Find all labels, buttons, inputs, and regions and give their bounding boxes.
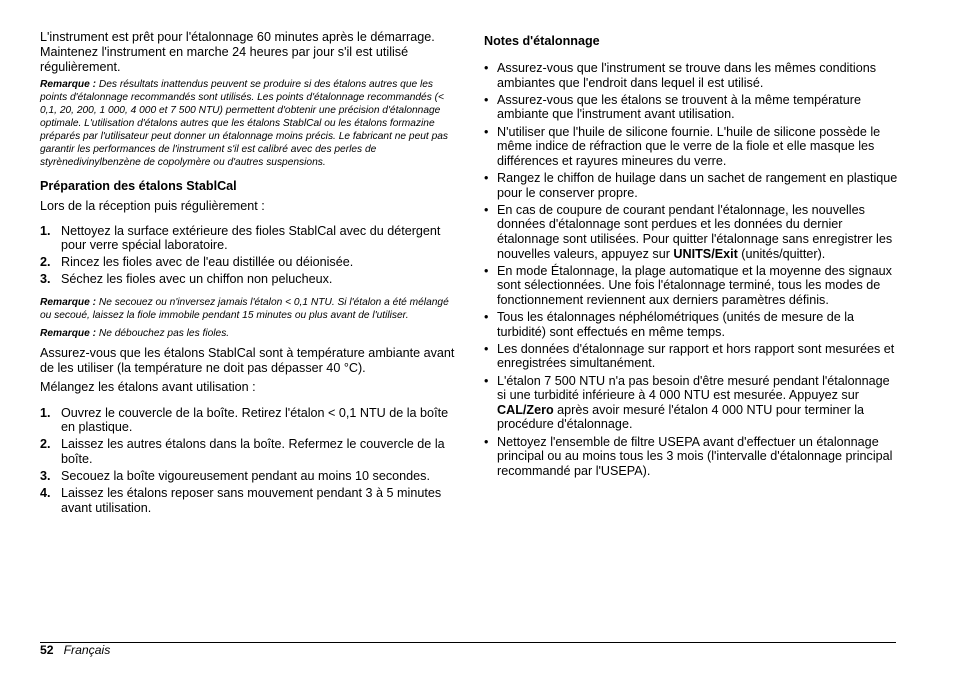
note-do-not-uncap xyxy=(40,328,455,341)
step-number: 4. xyxy=(40,485,51,500)
step-number: 1. xyxy=(40,223,51,238)
list-item xyxy=(484,171,899,200)
step-text: Rincez les fioles avec de l'eau distillée ou déionisée. xyxy=(61,255,354,270)
note-label: Remarque : xyxy=(40,296,97,308)
bullet: • xyxy=(484,341,489,356)
step-number: 2. xyxy=(40,255,51,270)
bullet-text: N'utiliser que l'huile de silicone fournie. L'huile de silicone possède le même indice de réfraction que le verre de la fiole et elle masque les différences et rayures mineures du verre. xyxy=(497,124,881,168)
step-text: Ouvrez le couvercle de la boîte. Retirez l'étalon < 0,1 NTU de la boîte en plastique. xyxy=(61,405,449,435)
list-item xyxy=(484,125,899,169)
list-item xyxy=(484,264,899,308)
bullet: • xyxy=(484,61,489,75)
bullet-text: Les données d'étalonnage sur rapport et hors rapport sont mesurées et enregistrées simultanément. xyxy=(497,341,895,371)
list-item xyxy=(40,486,455,515)
temperature-paragraph: Assurez-vous que les étalons StablCal sont à température ambiante avant de les utiliser (la température ne doit pas dépasser 40 °C). xyxy=(40,346,455,376)
list-item xyxy=(484,342,899,371)
bullet-text: Assurez-vous que l'instrument se trouve dans les mêmes conditions ambiantes que l'endroit dans lequel il est utilisé. xyxy=(497,61,876,90)
list-item xyxy=(40,224,455,253)
bullet: • xyxy=(484,373,489,388)
bullet-text: Nettoyez l'ensemble de filtre USEPA avant d'effectuer un étalonnage principal ou au moins tous les 3 mois (l'intervalle d'étalonnage principal recommandé par l'USEPA). xyxy=(497,434,893,478)
bullet-text: En cas de coupure de courant pendant l'étalonnage, les nouvelles données d'étalonnage sont perdues et les données du dernier étalonnage sont utilisées. Pour quitter l'étalonnage sans enregistrer les nouvelles valeurs, appuyez sur xyxy=(497,202,893,261)
step-text: Laissez les autres étalons dans la boîte. Refermez le couvercle de la boîte. xyxy=(61,437,445,466)
bullet: • xyxy=(484,202,489,217)
note-unexpected-results xyxy=(40,79,455,169)
bullet: • xyxy=(484,434,489,449)
footer-language: Français xyxy=(63,643,111,657)
list-item xyxy=(484,435,899,479)
bullet: • xyxy=(484,263,489,278)
bullet-text: Rangez le chiffon de huilage dans un sachet de rangement en plastique pour le conserver propre. xyxy=(497,170,898,200)
cleaning-steps-list xyxy=(40,224,455,287)
step-number: 3. xyxy=(40,468,51,483)
list-item xyxy=(40,406,455,435)
list-item xyxy=(40,469,455,484)
bullet-text: En mode Étalonnage, la plage automatique et la moyenne des signaux sont sélectionnées. Une fois l'étalonnage terminé, tous les modes de fonctionnement reviennent aux derniers paramètres définis. xyxy=(497,263,892,307)
lead-text-reception: Lors de la réception puis régulièrement : xyxy=(40,198,265,213)
step-number: 2. xyxy=(40,437,51,452)
intro-paragraph: L'instrument est prêt pour l'étalonnage 60 minutes après le démarrage. Maintenez l'instrument en marche 24 heures par jour s'il est utilisé régulièrement. xyxy=(40,30,435,74)
section-heading-preparation: Préparation des étalons StablCal xyxy=(40,178,237,193)
note-text: Des résultats inattendus peuvent se produire si des étalons autres que les points d'étalonnage recommandés sont utilisés. Les points d'étalonnage recommandés (< 0,1, 20, 200, 1 000, 4 000 et 7 500 NTU) permettent d'obtenir une précision d'étalonnage optimale. L'utilisation d'étalons autres que les étalons StablCal ou les étalons formazine préparés par l'utilisateur peut donner un étalonnage moins précis. Le fabricant ne peut pas garantir les performances de l'instrument s'il est calibré avec des perles de styrènedivinylbenzène de copolymère ou d'autres suspensions. xyxy=(40,79,449,168)
key-name-cal-zero: CAL/Zero xyxy=(497,402,554,417)
list-item xyxy=(484,374,899,432)
step-number: 3. xyxy=(40,272,51,287)
bullet: • xyxy=(484,310,489,325)
step-text: Séchez les fioles avec un chiffon non pelucheux. xyxy=(61,272,333,287)
step-number: 1. xyxy=(40,405,51,420)
left-column xyxy=(40,30,455,518)
bullet-text: (unités/quitter). xyxy=(737,246,826,261)
bullet: • xyxy=(484,92,489,107)
step-text: Laissez les étalons reposer sans mouvement pendant 3 à 5 minutes avant utilisation. xyxy=(61,485,442,515)
bullet-text: L'étalon 7 500 NTU n'a pas besoin d'être mesuré pendant l'étalonnage si une turbidité inférieure à 4 000 NTU est mesurée. Appuyez sur xyxy=(497,373,890,403)
note-do-not-shake xyxy=(40,297,455,323)
list-item xyxy=(484,61,899,90)
page-number: 52 xyxy=(40,643,54,657)
calibration-notes-list xyxy=(484,61,899,478)
key-name-units-exit: UNITS/Exit xyxy=(673,246,738,261)
note-text: Ne secouez ou n'inversez jamais l'étalon < 0,1 NTU. Si l'étalon a été mélangé ou secoué, laissez la fiole immobile pendant 15 minutes ou plus avant de l'utiliser. xyxy=(40,296,449,321)
note-label: Remarque : xyxy=(40,327,97,339)
section-heading-calibration-notes: Notes d'étalonnage xyxy=(484,34,600,48)
bullet-text: Tous les étalonnages néphélométriques (unités de mesure de la turbidité) sont effectués en même temps. xyxy=(497,310,855,339)
bullet: • xyxy=(484,124,489,139)
right-column xyxy=(484,34,899,481)
list-item xyxy=(484,93,899,122)
list-item xyxy=(40,272,455,287)
list-item xyxy=(40,255,455,270)
step-text: Nettoyez la surface extérieure des fioles StablCal avec du détergent pour verre spécial laboratoire. xyxy=(61,223,441,253)
footer-divider xyxy=(40,642,896,643)
list-item xyxy=(484,203,899,261)
mixing-steps-list xyxy=(40,406,455,515)
bullet-text: après avoir mesuré l'étalon 4 000 NTU pour terminer la procédure d'étalonnage. xyxy=(497,402,865,432)
list-item xyxy=(484,310,899,339)
note-text: Ne débouchez pas les fioles. xyxy=(96,327,230,339)
step-text: Secouez la boîte vigoureusement pendant au moins 10 secondes. xyxy=(61,468,430,483)
bullet-text: Assurez-vous que les étalons se trouvent à la même température ambiante que l'instrument avant utilisation. xyxy=(497,92,862,122)
bullet: • xyxy=(484,170,489,185)
list-item xyxy=(40,437,455,466)
lead-text-mixing: Mélangez les étalons avant utilisation : xyxy=(40,380,256,394)
note-label: Remarque : xyxy=(40,79,97,91)
page-footer xyxy=(40,643,110,657)
